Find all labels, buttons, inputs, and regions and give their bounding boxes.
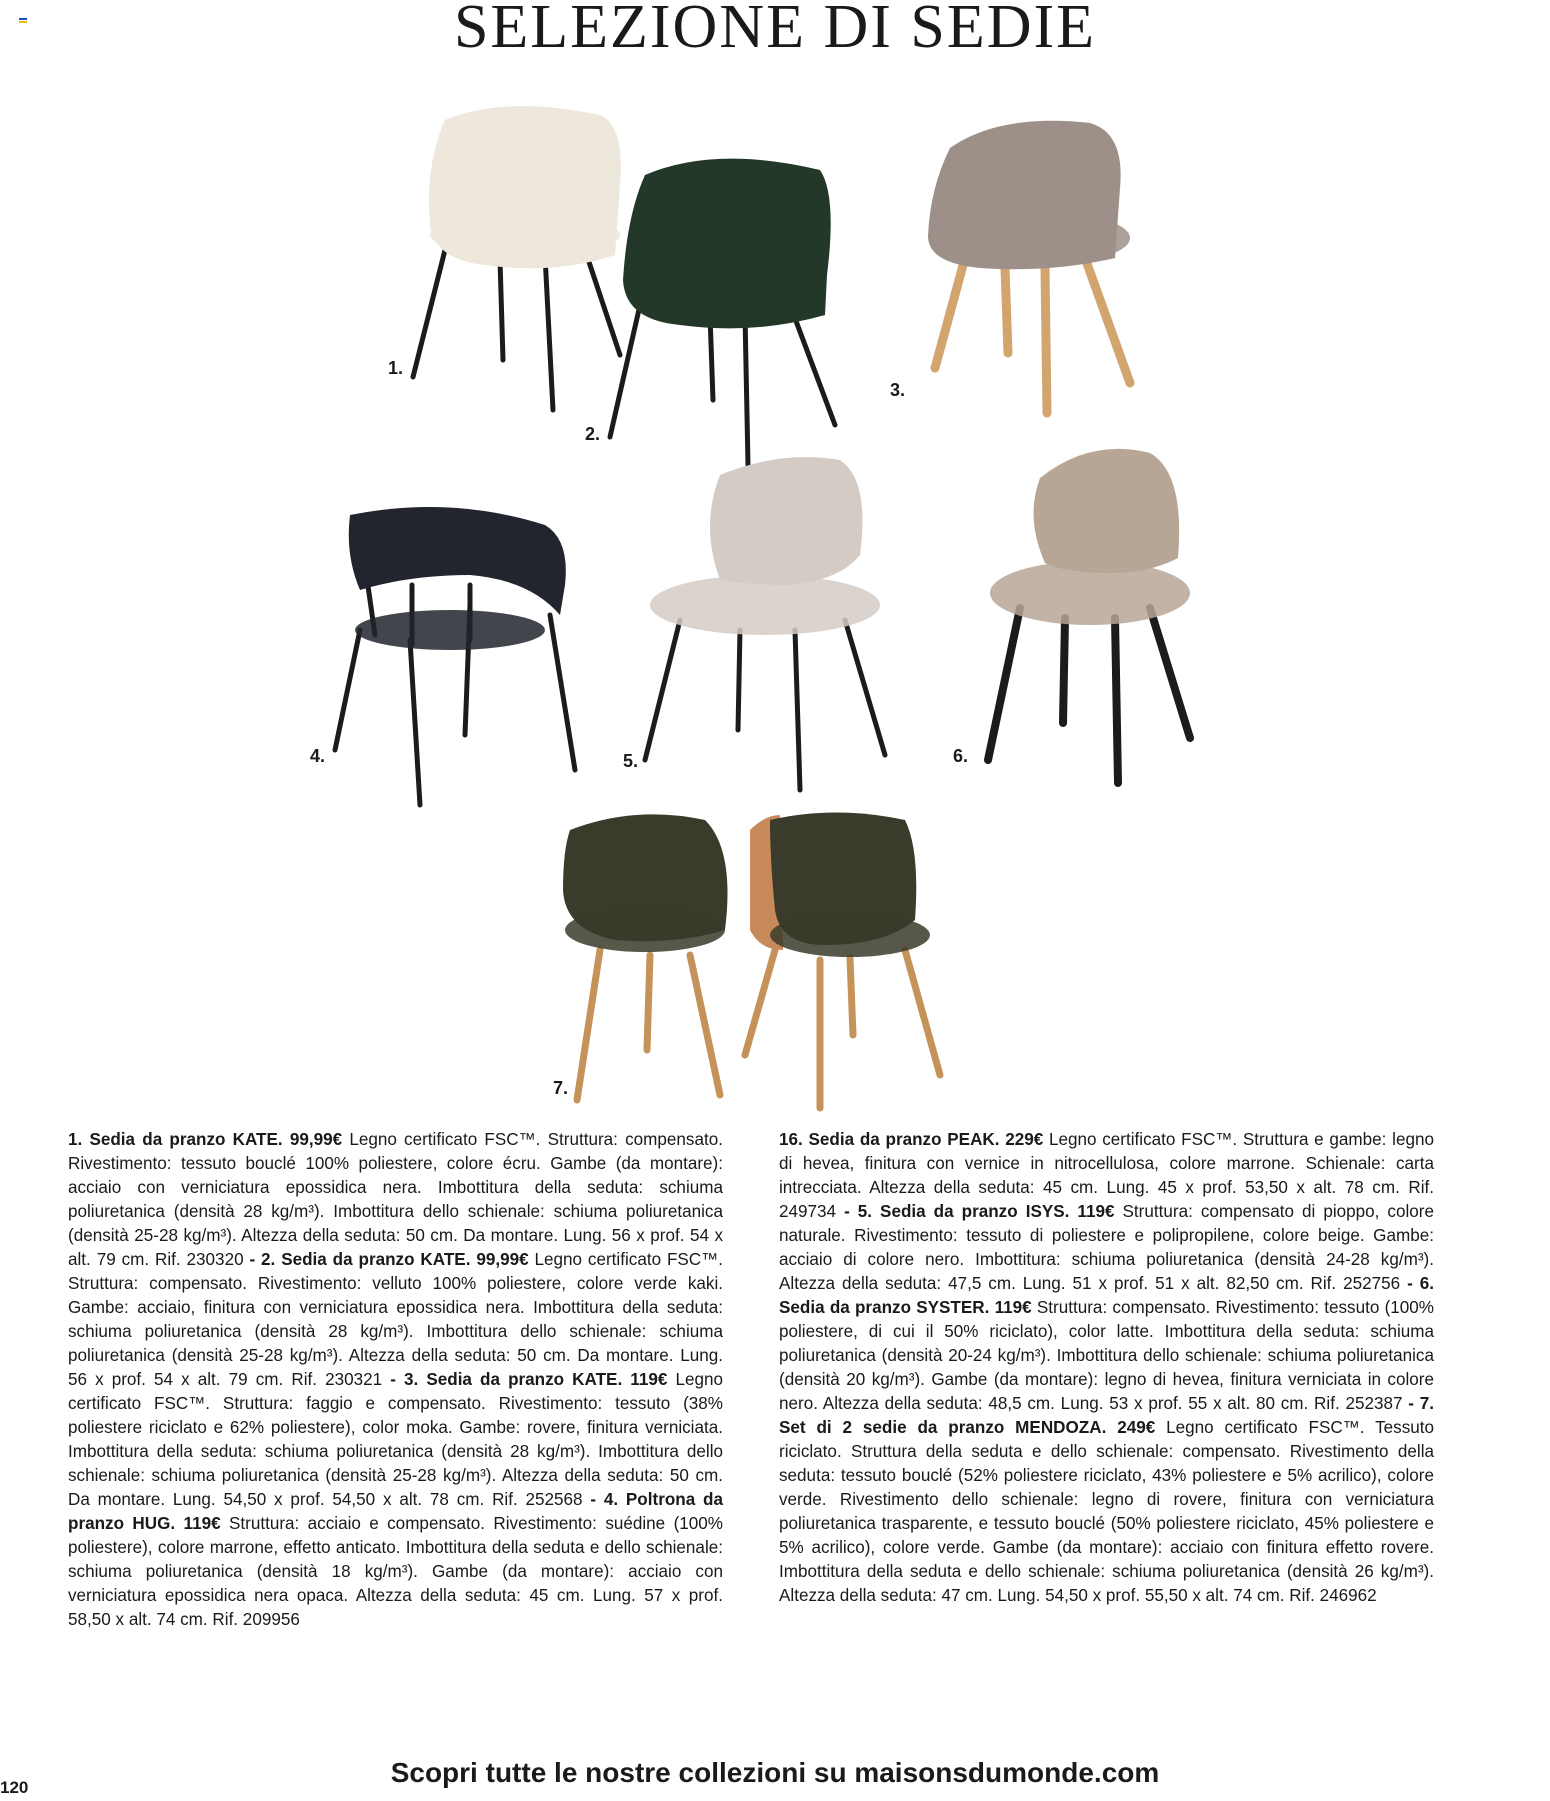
product-heading: 1. Sedia da pranzo KATE. 99,99€ <box>68 1130 343 1149</box>
product-details: Legno certificato FSC™. Struttura: faggio e compensato. Rivestimento: tessuto (38% poliestere riciclato e 62% poliestere), color moka. Gambe: rovere, finitura verniciata. Imbottitura della seduta: schiuma poliuretanica (densità 28 kg/m³). Imbottitura dello schienale: schiuma poliuretanica (densità 25-28 kg/m³). Altezza della seduta: 50 cm. Da montare. Lung. 54,50 x prof. 54,50 x alt. 78 cm. Rif. 252568 <box>68 1370 723 1509</box>
chair-7-image <box>555 810 955 1110</box>
chair-2-image <box>605 155 845 475</box>
chair-4-label: 4. <box>310 746 326 766</box>
product-heading: - 2. Sedia da pranzo KATE. 99,99€ <box>249 1250 529 1269</box>
chair-4-image <box>330 505 580 815</box>
product-heading: - 4. Poltrona da pranzo HUG. 119€ <box>68 1490 723 1533</box>
product-heading: - 7. Set di 2 sedie da pranzo MENDOZA. 249€ <box>779 1394 1434 1437</box>
description-right-column <box>779 1128 1434 1608</box>
chair-2-label: 2. <box>585 424 601 444</box>
page-title: SELEZIONE DI SEDIE <box>453 0 1097 61</box>
product-details: Struttura: compensato di pioppo, colore naturale. Rivestimento: tessuto di poliestere e polipropilene, colore beige. Gambe: acciaio di colore nero. Imbottitura: schiuma poliuretanica (densità 24-28 kg/m³). Altezza della seduta: 47,5 cm. Lung. 51 x prof. 51 x alt. 82,50 cm. Rif. 252756 <box>779 1202 1434 1293</box>
page-number: 120 <box>0 1778 29 1797</box>
product-details: Struttura: compensato. Rivestimento: tessuto (100% poliestere, di cui il 50% riciclato), color latte. Imbottitura della seduta: schiuma poliuretanica (densità 20-24 kg/m³). Imbottitura dello schienale: schiuma poliuretanica (densità 20 kg/m³). Gambe (da montare): legno di hevea, finitura verniciata in colore nero. Altezza della seduta: 48,5 cm. Lung. 53 x prof. 55 x alt. 80 cm. Rif. 252387 <box>779 1298 1434 1413</box>
chair-5-image <box>640 455 890 795</box>
product-details: Legno certificato FSC™. Struttura: compensato. Rivestimento: tessuto bouclé 100% poliestere, colore écru. Gambe (da montare): acciaio con verniciatura epossidica nera. Imbottitura della seduta: schiuma poliuretanica (densità 28 kg/m³). Imbottitura dello schienale: schiuma poliuretanica (densità 25-28 kg/m³). Altezza della seduta: 50 cm. Da montare. Lung. 56 x prof. 54 x alt. 79 cm. Rif. 230320 <box>68 1130 723 1269</box>
product-heading: - 5. Sedia da pranzo ISYS. 119€ <box>844 1202 1115 1221</box>
chair-3-image <box>920 118 1140 418</box>
chair-1-label: 1. <box>388 358 404 378</box>
product-heading: 16. Sedia da pranzo PEAK. 229€ <box>779 1130 1044 1149</box>
product-details: Struttura: acciaio e compensato. Rivestimento: suédine (100% poliestere), colore marrone, effetto anticato. Imbottitura della seduta e dello schienale: schiuma poliuretanica (densità 18 kg/m³). Gambe (da montare): acciaio con verniciatura epossidica nera opaca. Altezza della seduta: 45 cm. Lung. 57 x prof. 58,50 x alt. 74 cm. Rif. 209956 <box>68 1514 723 1629</box>
chair-5-label: 5. <box>623 751 639 771</box>
product-details: Legno certificato FSC™. Struttura: compensato. Rivestimento: velluto 100% poliestere, colore verde kaki. Gambe: acciaio, finitura con verniciatura epossidica nera. Imbottitura della seduta: schiuma poliuretanica (densità 28 kg/m³). Imbottitura dello schienale: schiuma poliuretanica (densità 25-28 kg/m³). Altezza della seduta: 50 cm. Da montare. Lung. 56 x prof. 54 x alt. 79 cm. Rif. 230321 <box>68 1250 723 1389</box>
product-details: Legno certificato FSC™. Tessuto riciclato. Struttura della seduta e dello schienale: compensato. Rivestimento della seduta: tessuto bouclé (52% poliestere riciclato, 43% poliestere e 5% acrilico), colore verde. Rivestimento dello schienale: legno di rovere, finitura con verniciatura poliuretanica trasparente, e tessuto bouclé (50% poliestere riciclato, 45% poliestere e 5% acrilico), colore verde. Gambe (da montare): acciaio con finitura effetto rovere. Imbottitura della seduta e dello schienale: schiuma poliuretanica (densità 26 kg/m³). Altezza della seduta: 47 cm. Lung. 54,50 x prof. 55,50 x alt. 74 cm. Rif. 246962 <box>779 1418 1435 1605</box>
chair-6-label: 6. <box>953 746 969 766</box>
product-details: Legno certificato FSC™. Struttura e gambe: legno di hevea, finitura con vernice in nitrocellulosa, colore marrone. Schienale: carta intrecciata. Altezza della seduta: 45 cm. Lung. 45 x prof. 53,50 x alt. 78 cm. Rif. 249734 <box>779 1130 1434 1221</box>
description-left-column <box>68 1128 723 1632</box>
chair-1-image <box>405 105 635 425</box>
chair-6-image <box>980 448 1210 788</box>
product-heading: - 6. Sedia da pranzo SYSTER. 119€ <box>779 1274 1434 1317</box>
chair-3-label: 3. <box>890 380 906 400</box>
footer-cta[interactable]: Scopri tutte le nostre collezioni su maisonsdumonde.com <box>390 1757 1160 1788</box>
product-heading: - 3. Sedia da pranzo KATE. 119€ <box>390 1370 668 1389</box>
chair-7-label: 7. <box>553 1078 569 1098</box>
